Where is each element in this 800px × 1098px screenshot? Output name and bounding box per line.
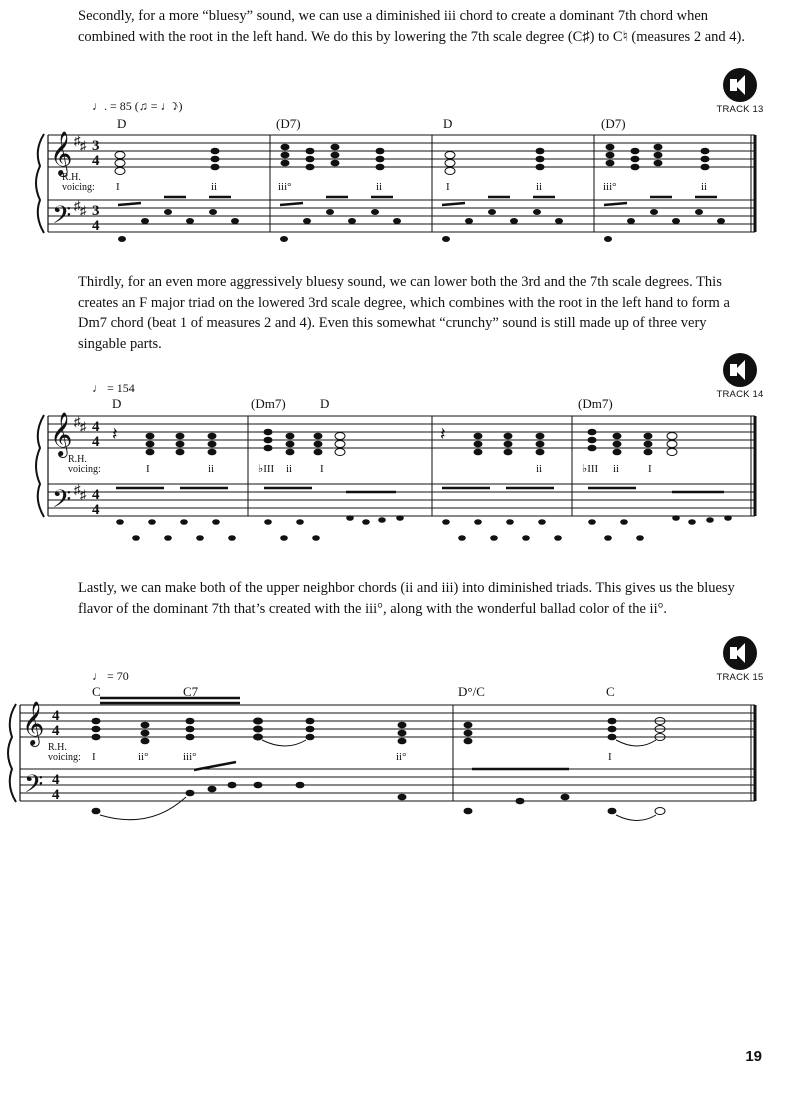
- svg-text:𝄞: 𝄞: [22, 703, 45, 745]
- svg-text:voicing:: voicing:: [68, 464, 101, 475]
- svg-text:I: I: [92, 751, 96, 763]
- svg-text:I: I: [146, 463, 150, 475]
- svg-text:♯: ♯: [80, 203, 87, 218]
- svg-text:iii°: iii°: [278, 181, 292, 193]
- svg-text:♯: ♯: [80, 138, 87, 153]
- svg-text:♯: ♯: [74, 198, 81, 213]
- tempo-marking: ♩. = 85 (♫ = ♩̃♪): [92, 99, 183, 113]
- svg-text:iii°: iii°: [603, 181, 617, 193]
- system-3: [8, 669, 755, 821]
- svg-text:iii°: iii°: [183, 751, 197, 763]
- svg-text:voicing:: voicing:: [48, 752, 81, 763]
- page-number: 19: [745, 1048, 762, 1065]
- svg-text:ii: ii: [208, 463, 215, 475]
- svg-text:𝄞: 𝄞: [50, 414, 73, 456]
- track-15-label: TRACK 15: [716, 672, 764, 683]
- svg-text:♯: ♯: [80, 419, 87, 434]
- svg-text:ii: ii: [613, 463, 620, 475]
- svg-text:𝄢: 𝄢: [52, 486, 72, 519]
- chord-symbol: (D7): [276, 116, 301, 131]
- svg-text:4: 4: [92, 502, 100, 518]
- paragraph-lastly: Lastly, we can make both of the upper neighbor chords (ii and iii) into diminished triads. This gives us the bluesy flavor of the dominant 7th that’s created with the iii°, along with the wonderful ballad color of the ii°.: [78, 580, 735, 617]
- svg-text:C: C: [92, 684, 101, 699]
- svg-text:𝄢: 𝄢: [52, 202, 72, 235]
- svg-text:D°/C: D°/C: [458, 684, 485, 699]
- svg-text:ii: ii: [536, 463, 543, 475]
- svg-text:I: I: [648, 463, 652, 475]
- svg-text:♭III: ♭III: [258, 463, 275, 475]
- svg-text:𝄞: 𝄞: [50, 133, 73, 175]
- svg-text:ii°: ii°: [138, 751, 149, 763]
- track-13-label: TRACK 13: [716, 104, 764, 115]
- chord-symbol: D: [117, 116, 127, 131]
- svg-text:C: C: [606, 684, 615, 699]
- svg-text:ii: ii: [536, 181, 543, 193]
- svg-text:(Dm7): (Dm7): [578, 396, 613, 411]
- svg-text:4: 4: [92, 434, 100, 450]
- svg-text:3: 3: [92, 203, 100, 219]
- svg-text:♯: ♯: [74, 133, 81, 148]
- tempo-marking: ♩ = 154: [92, 381, 135, 395]
- svg-text:I: I: [608, 751, 612, 763]
- svg-text:𝄢: 𝄢: [24, 771, 44, 804]
- svg-text:♯: ♯: [80, 487, 87, 502]
- svg-text:4: 4: [92, 153, 100, 169]
- svg-text:4: 4: [92, 419, 100, 435]
- system-1: [36, 99, 755, 242]
- rh-label: R.H.: [62, 172, 81, 183]
- svg-text:I: I: [116, 181, 120, 193]
- svg-text:I: I: [320, 463, 324, 475]
- tempo-marking: ♩ = 70: [92, 669, 129, 683]
- svg-text:ii: ii: [376, 181, 383, 193]
- svg-text:(Dm7): (Dm7): [251, 396, 286, 411]
- chord-symbol: D: [443, 116, 453, 131]
- svg-text:C7: C7: [183, 684, 199, 699]
- svg-text:ii: ii: [211, 181, 218, 193]
- voicing-label: voicing:: [62, 182, 95, 193]
- svg-text:4: 4: [92, 218, 100, 234]
- svg-text:4: 4: [92, 487, 100, 503]
- svg-text:4: 4: [52, 772, 60, 788]
- svg-text:ii: ii: [701, 181, 708, 193]
- svg-text:D: D: [320, 396, 330, 411]
- paragraph-secondly: Secondly, for a more “bluesy” sound, we can use a diminished iii chord to create a dominant 7th chord when combined with the root in the left hand. We do this by lowering the 7th scale degree (C♯) to C♮ (measures 2 and 4).: [78, 8, 745, 45]
- svg-text:4: 4: [52, 708, 60, 724]
- svg-text:I: I: [446, 181, 450, 193]
- svg-text:♯: ♯: [74, 414, 81, 429]
- svg-text:3: 3: [92, 138, 100, 154]
- svg-text:R.H.: R.H.: [48, 742, 67, 753]
- svg-text:♭III: ♭III: [582, 463, 599, 475]
- svg-text:4: 4: [52, 787, 60, 803]
- svg-text:R.H.: R.H.: [68, 454, 87, 465]
- track-14-label: TRACK 14: [716, 389, 764, 400]
- system-2: [36, 381, 755, 541]
- svg-text:ii°: ii°: [396, 751, 407, 763]
- chord-symbol: (D7): [601, 116, 626, 131]
- svg-text:ii: ii: [286, 463, 293, 475]
- svg-text:𝄽: 𝄽: [112, 424, 118, 444]
- svg-text:D: D: [112, 396, 122, 411]
- svg-text:𝄽: 𝄽: [440, 424, 446, 444]
- svg-text:♯: ♯: [74, 482, 81, 497]
- svg-text:4: 4: [52, 723, 60, 739]
- paragraph-thirdly: Thirdly, for an even more aggressively bluesy sound, we can lower both the 3rd and the 7th scale degrees. This creates an F major triad on the lowered 3rd scale degree, which combines with the root in the left hand to form a Dm7 chord (beat 1 of measures 2 and 4). Even this somewhat “crunchy” sound is still made up of three very singable parts.: [78, 274, 730, 352]
